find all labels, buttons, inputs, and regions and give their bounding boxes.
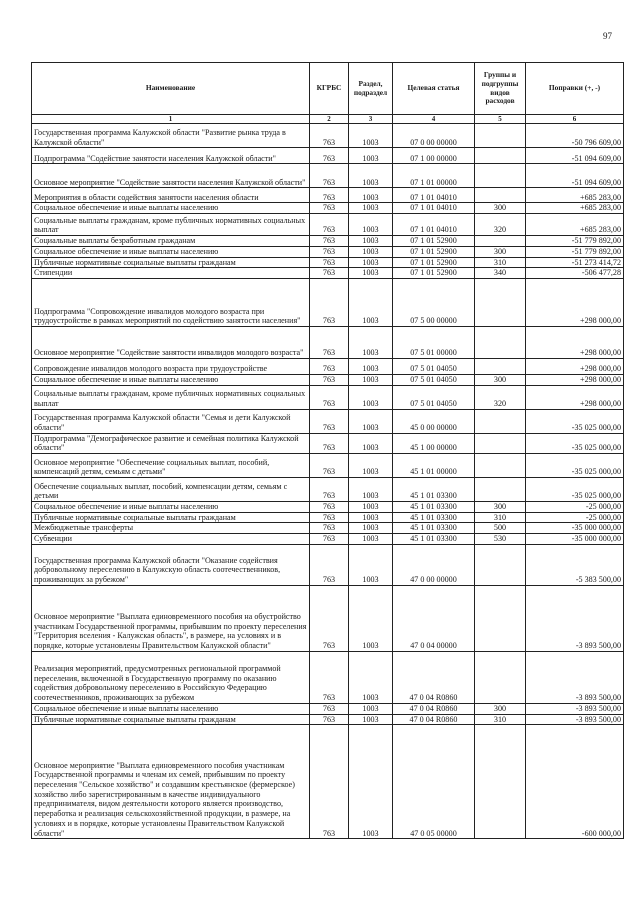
cell-section: 1003 (349, 278, 393, 326)
cell-target-article: 07 1 01 52900 (393, 246, 475, 257)
cell-target-article: 07 5 01 00000 (393, 326, 475, 358)
cell-expense-group (475, 148, 526, 164)
cell-target-article: 07 0 00 00000 (393, 124, 475, 148)
cell-target-article: 45 1 01 00000 (393, 454, 475, 478)
cell-section: 1003 (349, 409, 393, 433)
cell-name: Стипендии (32, 268, 310, 279)
cell-section: 1003 (349, 268, 393, 279)
cell-amount: -25 000,00 (526, 502, 624, 513)
cell-section: 1003 (349, 454, 393, 478)
cell-expense-group: 310 (475, 512, 526, 523)
cell-expense-group (475, 409, 526, 433)
cell-expense-group: 300 (475, 246, 526, 257)
cell-section: 1003 (349, 246, 393, 257)
cell-kgrbs: 763 (310, 236, 349, 247)
cell-expense-group (475, 585, 526, 651)
table-header-row (32, 63, 624, 115)
cell-amount: -51 094 609,00 (526, 148, 624, 164)
cell-expense-group (475, 454, 526, 478)
cell-amount: +685 283,00 (526, 188, 624, 203)
header-expense-group: Группы и подгруппы видов расходов (475, 63, 526, 115)
cell-section: 1003 (349, 512, 393, 523)
cell-kgrbs: 763 (310, 714, 349, 725)
table-row (32, 651, 624, 703)
table-row (32, 703, 624, 714)
cell-amount: +298 000,00 (526, 374, 624, 385)
cell-section: 1003 (349, 502, 393, 513)
cell-kgrbs: 763 (310, 512, 349, 523)
cell-kgrbs: 763 (310, 502, 349, 513)
cell-kgrbs: 763 (310, 374, 349, 385)
cell-name: Основное мероприятие "Выплата единовременного пособия на обустройство участникам Государственной программы, прибывшим по проекту переселения "Территория вселения - Калужская область", в размере, на условиях и в порядке, которые установлены Правительством Калужской области" (32, 585, 310, 651)
table-row (32, 502, 624, 513)
cell-kgrbs: 763 (310, 523, 349, 534)
cell-name: Обеспечение социальных выплат, пособий, компенсации детям, семьям с детьми (32, 478, 310, 502)
cell-target-article: 07 1 01 52900 (393, 268, 475, 279)
cell-kgrbs: 763 (310, 651, 349, 703)
cell-expense-group (475, 358, 526, 374)
cell-name: Социальное обеспечение и иные выплаты населению (32, 203, 310, 214)
table-body (32, 124, 624, 839)
table-row (32, 278, 624, 326)
cell-kgrbs: 763 (310, 257, 349, 268)
cell-target-article: 47 0 05 00000 (393, 725, 475, 839)
cell-target-article: 47 0 04 R0860 (393, 703, 475, 714)
cell-section: 1003 (349, 478, 393, 502)
cell-kgrbs: 763 (310, 703, 349, 714)
cell-target-article: 47 0 00 00000 (393, 544, 475, 585)
cell-kgrbs: 763 (310, 534, 349, 545)
cell-name: Публичные нормативные социальные выплаты гражданам (32, 257, 310, 268)
table-row (32, 409, 624, 433)
cell-section: 1003 (349, 326, 393, 358)
table-row (32, 714, 624, 725)
table-row (32, 454, 624, 478)
table-row (32, 203, 624, 214)
cell-expense-group: 500 (475, 523, 526, 534)
header-name: Наименование (32, 63, 310, 115)
cell-name: Основное мероприятие "Выплата единовременного пособия участникам Государственной программы и членам их семей, прибывшим по проекту переселения "Сельское хозяйство" и создавшим крестьянское (фермерское) хозяйство либо зарегистрированным в качестве индивидуального предпринимателя, видом деятельности которого является производство, переработка и реализация сельскохозяйственной продукции, в размере, на условиях и в порядке, которые установлены Правительством Калужской области" (32, 725, 310, 839)
cell-amount: -35 025 000,00 (526, 409, 624, 433)
cell-name: Реализация мероприятий, предусмотренных региональной программой переселения, включенной в Государственную программу по оказанию содействия добровольному переселению в Российскую Федерацию соотечественников, проживающих за рубежом (32, 651, 310, 703)
cell-target-article: 07 1 01 00000 (393, 164, 475, 188)
table-row (32, 164, 624, 188)
cell-name: Основное мероприятие "Обеспечение социальных выплат, пособий, компенсаций детям, семьям с детьми" (32, 454, 310, 478)
cell-amount: +298 000,00 (526, 358, 624, 374)
column-number: 2 (310, 115, 349, 124)
cell-name: Основное мероприятие "Содействие занятости населения Калужской области" (32, 164, 310, 188)
cell-expense-group: 300 (475, 703, 526, 714)
cell-name: Субвенции (32, 534, 310, 545)
cell-amount: -50 796 609,00 (526, 124, 624, 148)
header-kgrbs: КГРБС (310, 63, 349, 115)
cell-section: 1003 (349, 385, 393, 409)
cell-amount: -25 000,00 (526, 512, 624, 523)
cell-expense-group: 310 (475, 257, 526, 268)
cell-target-article: 07 5 01 04050 (393, 374, 475, 385)
cell-expense-group (475, 725, 526, 839)
cell-expense-group (475, 651, 526, 703)
cell-name: Государственная программа Калужской области "Оказание содействия добровольному переселению в Калужскую область соотечественников, проживающих за рубежом" (32, 544, 310, 585)
cell-amount: -51 779 892,00 (526, 246, 624, 257)
cell-target-article: 07 5 01 04050 (393, 358, 475, 374)
cell-expense-group (475, 433, 526, 453)
cell-name: Подпрограмма "Сопровождение инвалидов молодого возраста при трудоустройстве в рамках мероприятий по содействию занятости населения" (32, 278, 310, 326)
cell-kgrbs: 763 (310, 148, 349, 164)
cell-kgrbs: 763 (310, 385, 349, 409)
cell-target-article: 47 0 04 R0860 (393, 714, 475, 725)
table-row (32, 512, 624, 523)
cell-name: Социальное обеспечение и иные выплаты населению (32, 703, 310, 714)
table-row (32, 268, 624, 279)
table-row (32, 374, 624, 385)
cell-target-article: 45 1 00 00000 (393, 433, 475, 453)
cell-expense-group (475, 326, 526, 358)
cell-target-article: 07 1 00 00000 (393, 148, 475, 164)
cell-kgrbs: 763 (310, 409, 349, 433)
cell-section: 1003 (349, 374, 393, 385)
table-row (32, 534, 624, 545)
cell-name: Межбюджетные трансферты (32, 523, 310, 534)
cell-kgrbs: 763 (310, 478, 349, 502)
cell-target-article: 45 1 01 03300 (393, 478, 475, 502)
cell-name: Публичные нормативные социальные выплаты гражданам (32, 512, 310, 523)
cell-kgrbs: 763 (310, 268, 349, 279)
cell-target-article: 07 1 01 04010 (393, 214, 475, 236)
cell-section: 1003 (349, 358, 393, 374)
cell-name: Основное мероприятие "Содействие занятости инвалидов молодого возраста" (32, 326, 310, 358)
cell-amount: -3 893 500,00 (526, 703, 624, 714)
cell-name: Мероприятия в области содействия занятости населения области (32, 188, 310, 203)
cell-name: Сопровождение инвалидов молодого возраста при трудоустройстве (32, 358, 310, 374)
cell-section: 1003 (349, 544, 393, 585)
cell-amount: +298 000,00 (526, 326, 624, 358)
cell-section: 1003 (349, 534, 393, 545)
cell-expense-group (475, 124, 526, 148)
header-section: Раздел, подраздел (349, 63, 393, 115)
cell-kgrbs: 763 (310, 246, 349, 257)
column-number: 6 (526, 115, 624, 124)
cell-expense-group: 300 (475, 203, 526, 214)
cell-section: 1003 (349, 585, 393, 651)
cell-expense-group: 300 (475, 502, 526, 513)
cell-section: 1003 (349, 236, 393, 247)
cell-expense-group: 340 (475, 268, 526, 279)
column-number-row (32, 115, 624, 124)
cell-name: Государственная программа Калужской области "Семья и дети Калужской области" (32, 409, 310, 433)
cell-kgrbs: 763 (310, 358, 349, 374)
cell-expense-group: 310 (475, 714, 526, 725)
table-row (32, 385, 624, 409)
cell-target-article: 47 0 04 00000 (393, 585, 475, 651)
cell-expense-group (475, 478, 526, 502)
cell-name: Подпрограмма "Содействие занятости населения Калужской области" (32, 148, 310, 164)
cell-amount: +685 283,00 (526, 203, 624, 214)
cell-kgrbs: 763 (310, 326, 349, 358)
cell-section: 1003 (349, 433, 393, 453)
table-row (32, 148, 624, 164)
table-row (32, 236, 624, 247)
header-target-article: Целевая статья (393, 63, 475, 115)
cell-name: Социальные выплаты гражданам, кроме публичных нормативных социальных выплат (32, 214, 310, 236)
cell-kgrbs: 763 (310, 164, 349, 188)
cell-kgrbs: 763 (310, 544, 349, 585)
cell-section: 1003 (349, 714, 393, 725)
cell-target-article: 07 5 01 04050 (393, 385, 475, 409)
table-row (32, 523, 624, 534)
cell-target-article: 07 1 01 04010 (393, 203, 475, 214)
cell-amount: -35 000 000,00 (526, 534, 624, 545)
budget-table (31, 62, 624, 839)
table-row (32, 433, 624, 453)
cell-kgrbs: 763 (310, 203, 349, 214)
cell-target-article: 45 1 01 03300 (393, 512, 475, 523)
cell-amount: -5 383 500,00 (526, 544, 624, 585)
cell-amount: -3 893 500,00 (526, 714, 624, 725)
cell-expense-group (475, 188, 526, 203)
table-row (32, 188, 624, 203)
cell-expense-group: 320 (475, 214, 526, 236)
cell-amount: -35 025 000,00 (526, 478, 624, 502)
cell-section: 1003 (349, 651, 393, 703)
cell-amount: +298 000,00 (526, 385, 624, 409)
cell-expense-group (475, 164, 526, 188)
cell-expense-group (475, 544, 526, 585)
cell-target-article: 45 1 01 03300 (393, 534, 475, 545)
cell-target-article: 45 0 00 00000 (393, 409, 475, 433)
cell-name: Публичные нормативные социальные выплаты гражданам (32, 714, 310, 725)
table-row (32, 257, 624, 268)
cell-section: 1003 (349, 148, 393, 164)
cell-name: Социальные выплаты безработным гражданам (32, 236, 310, 247)
cell-section: 1003 (349, 124, 393, 148)
cell-amount: -506 477,28 (526, 268, 624, 279)
cell-expense-group: 530 (475, 534, 526, 545)
cell-name: Государственная программа Калужской области "Развитие рынка труда в Калужской области" (32, 124, 310, 148)
cell-name: Социальные выплаты гражданам, кроме публичных нормативных социальных выплат (32, 385, 310, 409)
cell-kgrbs: 763 (310, 278, 349, 326)
cell-amount: -35 000 000,00 (526, 523, 624, 534)
cell-section: 1003 (349, 523, 393, 534)
table-row (32, 214, 624, 236)
cell-expense-group: 300 (475, 374, 526, 385)
cell-amount: +298 000,00 (526, 278, 624, 326)
cell-expense-group (475, 236, 526, 247)
cell-amount: +685 283,00 (526, 214, 624, 236)
cell-target-article: 07 1 01 52900 (393, 257, 475, 268)
cell-section: 1003 (349, 164, 393, 188)
cell-amount: -3 893 500,00 (526, 585, 624, 651)
column-number: 5 (475, 115, 526, 124)
cell-target-article: 45 1 01 03300 (393, 502, 475, 513)
table-row (32, 478, 624, 502)
cell-section: 1003 (349, 188, 393, 203)
table-row (32, 124, 624, 148)
cell-kgrbs: 763 (310, 214, 349, 236)
cell-section: 1003 (349, 203, 393, 214)
cell-amount: -600 000,00 (526, 725, 624, 839)
table-row (32, 246, 624, 257)
cell-kgrbs: 763 (310, 188, 349, 203)
cell-kgrbs: 763 (310, 725, 349, 839)
table-row (32, 544, 624, 585)
cell-kgrbs: 763 (310, 585, 349, 651)
cell-amount: -51 273 414,72 (526, 257, 624, 268)
cell-target-article: 47 0 04 R0860 (393, 651, 475, 703)
column-number: 1 (32, 115, 310, 124)
cell-name: Социальное обеспечение и иные выплаты населению (32, 502, 310, 513)
cell-name: Социальное обеспечение и иные выплаты населению (32, 246, 310, 257)
cell-expense-group: 320 (475, 385, 526, 409)
cell-amount: -51 094 609,00 (526, 164, 624, 188)
cell-target-article: 45 1 01 03300 (393, 523, 475, 534)
cell-section: 1003 (349, 703, 393, 714)
cell-name: Подпрограмма "Демографическое развитие и семейная политика Калужской области" (32, 433, 310, 453)
header-amendments: Поправки (+, -) (526, 63, 624, 115)
cell-section: 1003 (349, 214, 393, 236)
table-row (32, 585, 624, 651)
cell-section: 1003 (349, 725, 393, 839)
cell-amount: -35 025 000,00 (526, 454, 624, 478)
cell-target-article: 07 1 01 52900 (393, 236, 475, 247)
cell-kgrbs: 763 (310, 124, 349, 148)
table-row (32, 725, 624, 839)
column-number: 3 (349, 115, 393, 124)
cell-kgrbs: 763 (310, 454, 349, 478)
cell-target-article: 07 1 01 04010 (393, 188, 475, 203)
cell-amount: -51 779 892,00 (526, 236, 624, 247)
cell-section: 1003 (349, 257, 393, 268)
cell-expense-group (475, 278, 526, 326)
page-number: 97 (603, 31, 612, 41)
cell-amount: -3 893 500,00 (526, 651, 624, 703)
cell-target-article: 07 5 00 00000 (393, 278, 475, 326)
cell-amount: -35 025 000,00 (526, 433, 624, 453)
column-number: 4 (393, 115, 475, 124)
table-row (32, 358, 624, 374)
cell-name: Социальное обеспечение и иные выплаты населению (32, 374, 310, 385)
table-row (32, 326, 624, 358)
cell-kgrbs: 763 (310, 433, 349, 453)
